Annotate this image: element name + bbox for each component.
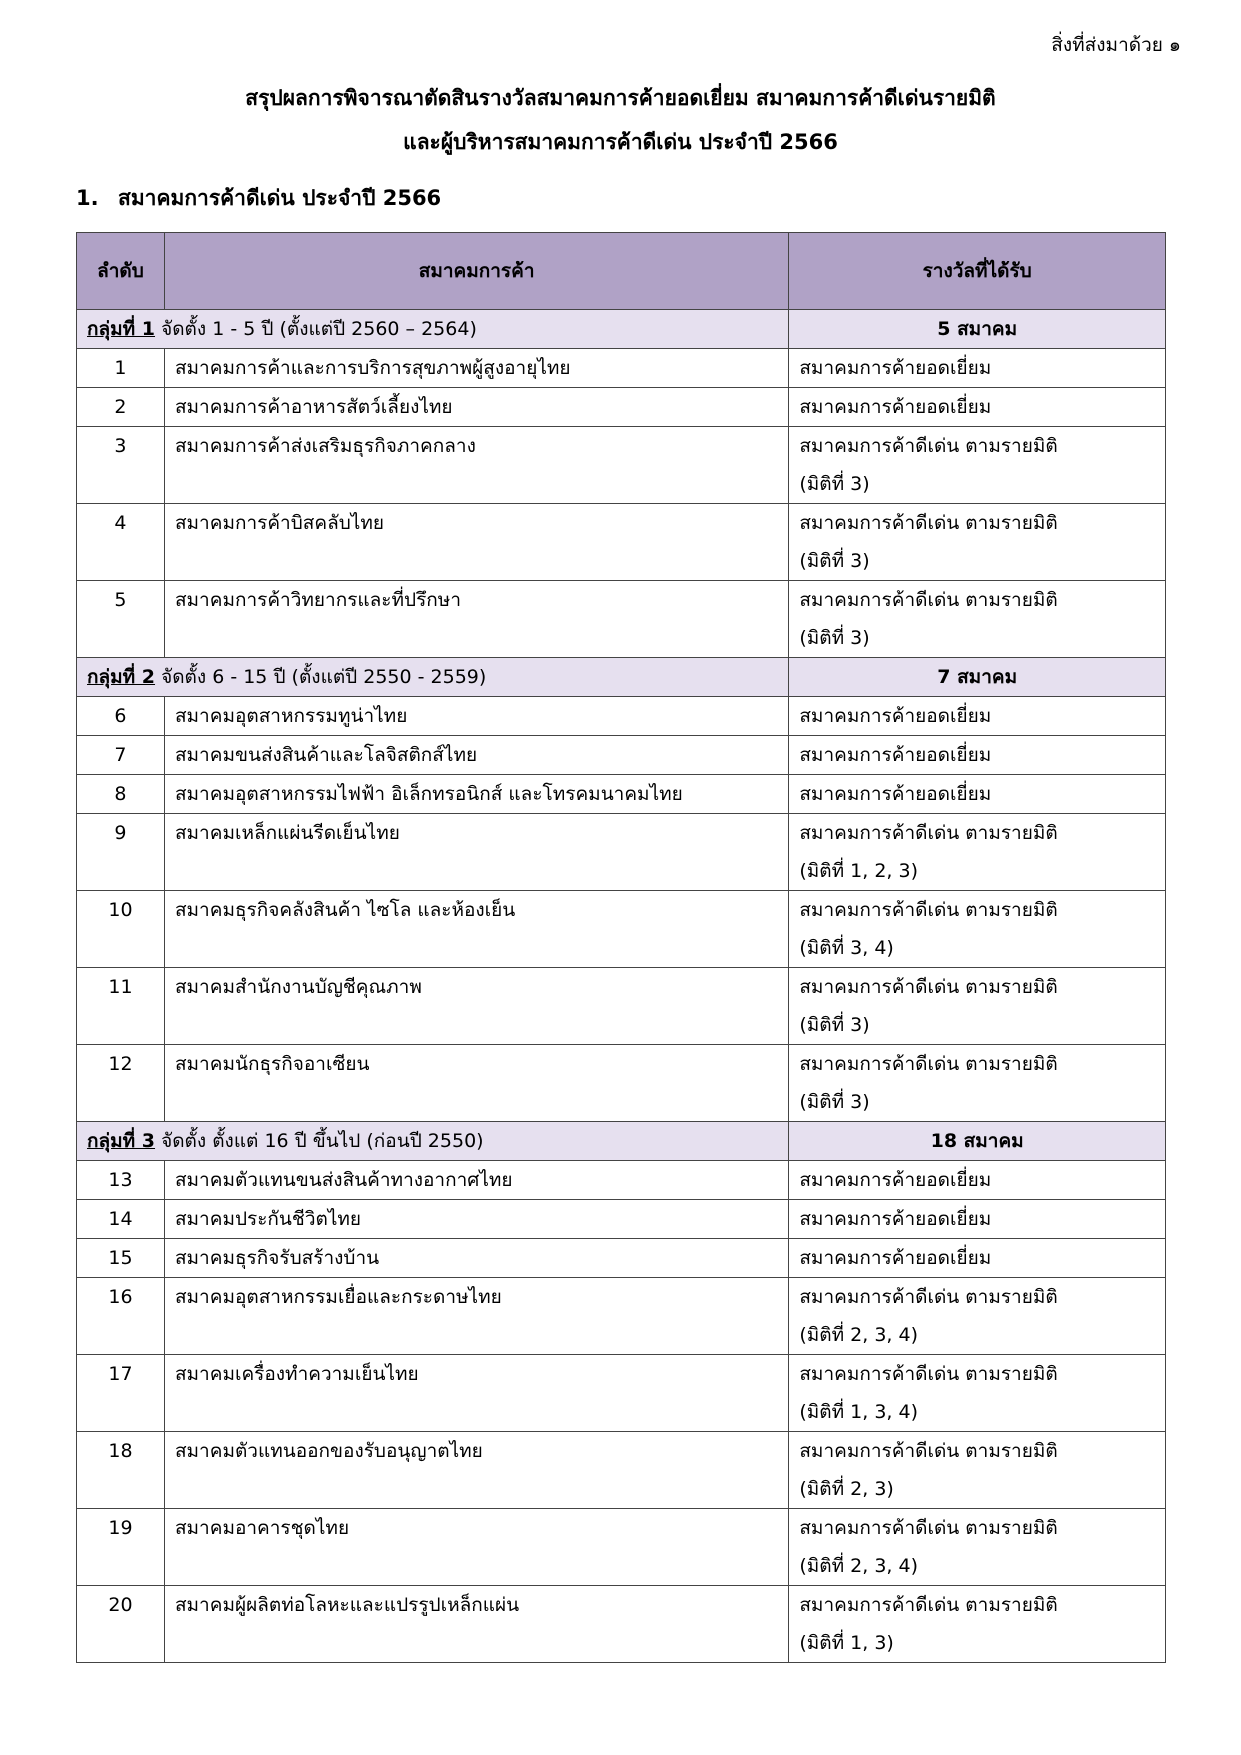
table-row — [77, 1355, 1166, 1432]
row-index: 8 — [77, 775, 165, 814]
award-text: สมาคมการค้ายอดเยี่ยม — [799, 1247, 992, 1269]
table-row — [77, 891, 1166, 968]
award-text: สมาคมการค้าดีเด่น ตามรายมิติ — [799, 822, 1058, 844]
table-row — [77, 1200, 1166, 1239]
award-text: สมาคมการค้าดีเด่น ตามรายมิติ — [799, 512, 1058, 534]
table-row — [77, 581, 1166, 658]
award-dimensions: (มิติที่ 2, 3, 4) — [799, 1555, 919, 1577]
row-index: 1 — [77, 349, 165, 388]
association-name: สมาคมตัวแทนขนส่งสินค้าทางอากาศไทย — [164, 1161, 788, 1200]
association-name: สมาคมผู้ผลิตท่อโลหะและแปรรูปเหล็กแผ่น — [164, 1586, 788, 1663]
row-index: 9 — [77, 814, 165, 891]
association-name: สมาคมนักธุรกิจอาเซียน — [164, 1045, 788, 1122]
row-index: 10 — [77, 891, 165, 968]
association-name: สมาคมเครื่องทำความเย็นไทย — [164, 1355, 788, 1432]
table-row — [77, 1239, 1166, 1278]
award-text: สมาคมการค้าดีเด่น ตามรายมิติ — [799, 1440, 1058, 1462]
association-name: สมาคมอุตสาหกรรมเยื่อและกระดาษไทย — [164, 1278, 788, 1355]
row-index: 2 — [77, 388, 165, 427]
association-name: สมาคมอาคารชุดไทย — [164, 1509, 788, 1586]
award-text: สมาคมการค้ายอดเยี่ยม — [799, 1208, 992, 1230]
award-dimensions: (มิติที่ 3) — [799, 550, 870, 572]
row-index: 18 — [77, 1432, 165, 1509]
award-cell — [789, 775, 1166, 814]
association-name: สมาคมธุรกิจคลังสินค้า ไซโล และห้องเย็น — [164, 891, 788, 968]
group-description: จัดตั้ง ตั้งแต่ 16 ปี ขึ้นไป (ก่อนปี 2550) — [155, 1130, 484, 1152]
award-dimensions: (มิติที่ 3) — [799, 1091, 870, 1113]
row-index: 19 — [77, 1509, 165, 1586]
award-text: สมาคมการค้าดีเด่น ตามรายมิติ — [799, 976, 1058, 998]
award-dimensions: (มิติที่ 3, 4) — [799, 937, 894, 959]
association-name: สมาคมสำนักงานบัญชีคุณภาพ — [164, 968, 788, 1045]
table-row — [77, 736, 1166, 775]
row-index: 16 — [77, 1278, 165, 1355]
group-count: 5 สมาคม — [789, 310, 1166, 349]
award-text: สมาคมการค้ายอดเยี่ยม — [799, 744, 992, 766]
table-row — [77, 1161, 1166, 1200]
row-index: 3 — [77, 427, 165, 504]
row-index: 15 — [77, 1239, 165, 1278]
group-label-cell — [77, 658, 789, 697]
association-name: สมาคมตัวแทนออกของรับอนุญาตไทย — [164, 1432, 788, 1509]
award-text: สมาคมการค้าดีเด่น ตามรายมิติ — [799, 589, 1058, 611]
table-body — [77, 310, 1166, 1663]
table-row — [77, 1432, 1166, 1509]
association-name: สมาคมประกันชีวิตไทย — [164, 1200, 788, 1239]
association-name: สมาคมการค้าบิสคลับไทย — [164, 504, 788, 581]
header-association: สมาคมการค้า — [164, 233, 788, 310]
group-row — [77, 310, 1166, 349]
association-name: สมาคมอุตสาหกรรมไฟฟ้า อิเล็กทรอนิกส์ และโทรคมนาคมไทย — [164, 775, 788, 814]
award-cell — [789, 1200, 1166, 1239]
section-number: 1. — [76, 186, 99, 210]
award-text: สมาคมการค้าดีเด่น ตามรายมิติ — [799, 1053, 1058, 1075]
table-row — [77, 349, 1166, 388]
association-name: สมาคมการค้าวิทยากรและที่ปรึกษา — [164, 581, 788, 658]
award-text: สมาคมการค้ายอดเยี่ยม — [799, 783, 992, 805]
award-dimensions: (มิติที่ 3) — [799, 473, 870, 495]
award-cell — [789, 427, 1166, 504]
award-dimensions: (มิติที่ 1, 3, 4) — [799, 1401, 919, 1423]
award-dimensions: (มิติที่ 3) — [799, 627, 870, 649]
award-table — [76, 232, 1166, 1663]
row-index: 7 — [77, 736, 165, 775]
row-index: 14 — [77, 1200, 165, 1239]
award-cell — [789, 697, 1166, 736]
row-index: 5 — [77, 581, 165, 658]
association-name: สมาคมเหล็กแผ่นรีดเย็นไทย — [164, 814, 788, 891]
table-row — [77, 814, 1166, 891]
award-cell — [789, 581, 1166, 658]
table-row — [77, 968, 1166, 1045]
award-cell — [789, 968, 1166, 1045]
award-cell — [789, 1045, 1166, 1122]
award-text: สมาคมการค้ายอดเยี่ยม — [799, 357, 992, 379]
group-label-cell — [77, 310, 789, 349]
row-index: 12 — [77, 1045, 165, 1122]
section-heading — [76, 182, 441, 215]
award-cell — [789, 1278, 1166, 1355]
award-cell — [789, 349, 1166, 388]
association-name: สมาคมขนส่งสินค้าและโลจิสติกส์ไทย — [164, 736, 788, 775]
group-count: 7 สมาคม — [789, 658, 1166, 697]
table-header-row — [77, 233, 1166, 310]
document-title-line1: สรุปผลการพิจารณาตัดสินรางวัลสมาคมการค้ายอดเยี่ยม สมาคมการค้าดีเด่นรายมิติ — [245, 86, 996, 110]
award-dimensions: (มิติที่ 3) — [799, 1014, 870, 1036]
group-name: กลุ่มที่ 3 — [87, 1130, 156, 1152]
award-cell — [789, 1432, 1166, 1509]
award-cell — [789, 1586, 1166, 1663]
table-row — [77, 1586, 1166, 1663]
association-name: สมาคมการค้าและการบริการสุขภาพผู้สูงอายุไทย — [164, 349, 788, 388]
header-index: ลำดับ — [77, 233, 165, 310]
row-index: 13 — [77, 1161, 165, 1200]
award-cell — [789, 1161, 1166, 1200]
association-name: สมาคมอุตสาหกรรมทูน่าไทย — [164, 697, 788, 736]
award-dimensions: (มิติที่ 2, 3) — [799, 1478, 894, 1500]
award-cell — [789, 1509, 1166, 1586]
award-text: สมาคมการค้ายอดเยี่ยม — [799, 396, 992, 418]
row-index: 11 — [77, 968, 165, 1045]
award-cell — [789, 1239, 1166, 1278]
row-index: 20 — [77, 1586, 165, 1663]
group-label-cell — [77, 1122, 789, 1161]
table-row — [77, 1045, 1166, 1122]
award-text: สมาคมการค้าดีเด่น ตามรายมิติ — [799, 899, 1058, 921]
table-row — [77, 775, 1166, 814]
group-name: กลุ่มที่ 2 — [87, 666, 156, 688]
row-index: 4 — [77, 504, 165, 581]
table-row — [77, 427, 1166, 504]
row-index: 6 — [77, 697, 165, 736]
award-cell — [789, 814, 1166, 891]
table-row — [77, 388, 1166, 427]
attachment-label: สิ่งที่ส่งมาด้วย ๑ — [1051, 34, 1181, 56]
award-text: สมาคมการค้ายอดเยี่ยม — [799, 705, 992, 727]
association-name: สมาคมการค้าอาหารสัตว์เลี้ยงไทย — [164, 388, 788, 427]
award-dimensions: (มิติที่ 2, 3, 4) — [799, 1324, 919, 1346]
award-cell — [789, 1355, 1166, 1432]
award-text: สมาคมการค้าดีเด่น ตามรายมิติ — [799, 435, 1058, 457]
row-index: 17 — [77, 1355, 165, 1432]
award-dimensions: (มิติที่ 1, 3) — [799, 1632, 894, 1654]
group-row — [77, 658, 1166, 697]
table-row — [77, 504, 1166, 581]
group-description: จัดตั้ง 1 - 5 ปี (ตั้งแต่ปี 2560 – 2564) — [155, 318, 477, 340]
association-name: สมาคมธุรกิจรับสร้างบ้าน — [164, 1239, 788, 1278]
section-title: สมาคมการค้าดีเด่น ประจำปี 2566 — [118, 186, 442, 210]
association-name: สมาคมการค้าส่งเสริมธุรกิจภาคกลาง — [164, 427, 788, 504]
award-cell — [789, 736, 1166, 775]
award-text: สมาคมการค้ายอดเยี่ยม — [799, 1169, 992, 1191]
award-text: สมาคมการค้าดีเด่น ตามรายมิติ — [799, 1286, 1058, 1308]
award-text: สมาคมการค้าดีเด่น ตามรายมิติ — [799, 1363, 1058, 1385]
header-award: รางวัลที่ได้รับ — [789, 233, 1166, 310]
award-cell — [789, 388, 1166, 427]
table-row — [77, 697, 1166, 736]
table-row — [77, 1509, 1166, 1586]
award-text: สมาคมการค้าดีเด่น ตามรายมิติ — [799, 1594, 1058, 1616]
document-title-line2: และผู้บริหารสมาคมการค้าดีเด่น ประจำปี 2566 — [403, 130, 838, 154]
group-description: จัดตั้ง 6 - 15 ปี (ตั้งแต่ปี 2550 - 2559) — [155, 666, 487, 688]
table-row — [77, 1278, 1166, 1355]
award-cell — [789, 891, 1166, 968]
group-name: กลุ่มที่ 1 — [87, 318, 156, 340]
group-count: 18 สมาคม — [789, 1122, 1166, 1161]
award-cell — [789, 504, 1166, 581]
award-dimensions: (มิติที่ 1, 2, 3) — [799, 860, 919, 882]
award-text: สมาคมการค้าดีเด่น ตามรายมิติ — [799, 1517, 1058, 1539]
group-row — [77, 1122, 1166, 1161]
